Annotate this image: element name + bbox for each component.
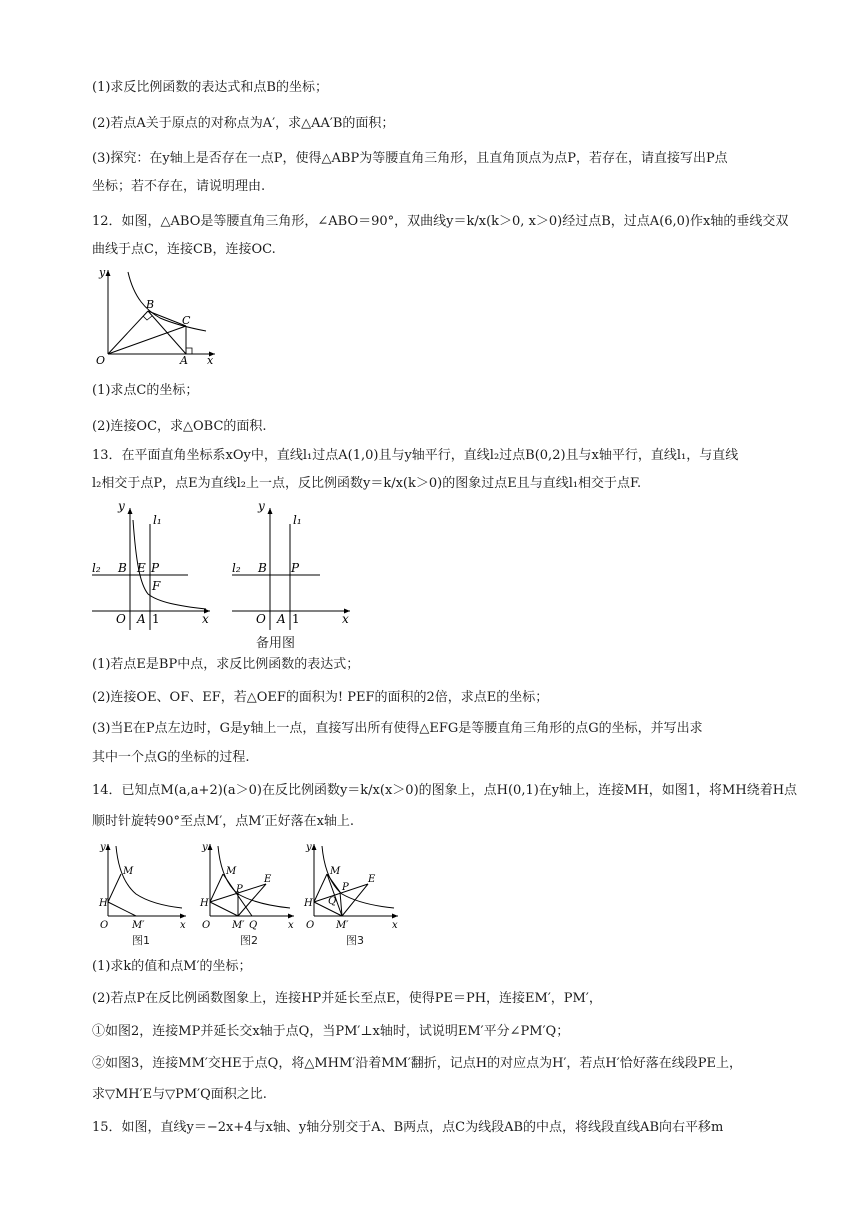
q13-stem-line1: 13．在平面直角坐标系xOy中，直线l₁过点A(1,0)且与y轴平行，直线l₂过点B(0,2)且与x轴平行，直线l₁，与直线 — [92, 448, 739, 463]
fig13-a-label: A — [137, 612, 146, 626]
q11-part1: (1)求反比例函数的表达式和点B的坐标； — [92, 80, 328, 95]
fig14-1-y-label: y — [100, 842, 106, 853]
fig14-3-p-label: P — [342, 882, 349, 893]
fig13-e-label: E — [137, 561, 146, 575]
figure-q12 — [90, 266, 220, 366]
q14-part2-case2-line2: 求▽MH′E与▽PM′Q面积之比. — [92, 1087, 267, 1102]
fig13-y-label: y — [118, 502, 125, 513]
figure-q13-main — [88, 502, 216, 632]
fig14-3-y-label: y — [306, 842, 312, 853]
fig14-3-x-label: x — [392, 920, 398, 931]
q14-stem-line1: 14．已知点M(a,a+2)(a＞0)在反比例函数y＝k/x(x＞0)的图象上，点H(0,1)在y轴上，连接MH，如图1，将MH绕着H点 — [92, 783, 798, 798]
q12-part1: (1)求点C的坐标； — [92, 383, 199, 398]
fig13-p-label: P — [151, 561, 160, 575]
fig12-x-label: x — [207, 354, 214, 366]
fig13b-one-label: 1 — [292, 612, 300, 626]
fig14-2-e-label: E — [264, 874, 272, 885]
fig14-1-caption: 图1 — [132, 934, 150, 947]
fig12-b-label: B — [146, 298, 155, 311]
fig14-1-x-label: x — [180, 920, 186, 931]
fig13b-o-label: O — [256, 612, 266, 626]
fig14-2-h-label: H — [200, 898, 209, 909]
fig14-1-m-label: M — [123, 866, 134, 877]
fig13b-y-label: y — [258, 502, 265, 513]
fig13b-b-label: B — [258, 561, 267, 575]
fig12-y-label: y — [99, 266, 106, 279]
fig13-b-label: B — [118, 561, 127, 575]
q14-stem-line2: 顺时针旋转90°至点M′，点M′正好落在x轴上. — [92, 814, 355, 829]
fig14-2-x-label: x — [288, 920, 294, 931]
fig14-1-mp-label: M′ — [132, 920, 145, 931]
fig12-a-label: A — [180, 354, 188, 366]
figure-q14-2 — [196, 840, 296, 932]
fig13b-a-label: A — [277, 612, 286, 626]
q14-part2: (2)若点P在反比例函数图象上，连接HP并延长至点E，使得PE＝PH，连接EM′，PM′， — [92, 991, 602, 1006]
q13-part3-line2: 其中一个点G的坐标的过程. — [92, 750, 250, 765]
fig14-1-h-label: H — [99, 898, 108, 909]
fig14-1-o-label: O — [100, 920, 109, 931]
figure-q14-1 — [92, 840, 188, 932]
fig13-x-label: x — [202, 612, 209, 626]
fig14-2-mp-label: M′ — [232, 920, 245, 931]
fig12-c-label: C — [182, 314, 191, 327]
q13-part1: (1)若点E是BP中点，求反比例函数的表达式； — [92, 657, 360, 672]
q15-stem-line1: 15．如图，直线y＝−2x+4与x轴、y轴分别交于A、B两点，点C为线段AB的中点，将线段直线AB向右平移m — [92, 1120, 724, 1135]
fig14-3-o-label: O — [306, 920, 315, 931]
fig13b-l1-label: l₁ — [293, 513, 302, 527]
q13-stem-line2: l₂相交于点P，点E为直线l₂上一点，反比例函数y＝k/x(k＞0)的图象过点E且与直线l₁相交于点F. — [92, 476, 642, 491]
fig14-3-mp-label: M′ — [336, 920, 349, 931]
fig14-3-caption: 图3 — [346, 934, 364, 947]
fig13-spare-caption: 备用图 — [256, 636, 296, 651]
q14-part2-case1: ①如图2，连接MP并延长交x轴于点Q，当PM′⊥x轴时，试说明EM′平分∠PM′Q； — [92, 1024, 570, 1039]
fig13b-p-label: P — [291, 561, 300, 575]
q11-part2: (2)若点A关于原点的对称点为A′，求△AA′B的面积； — [92, 116, 395, 131]
q14-part1: (1)求k的值和点M′的坐标； — [92, 959, 252, 974]
fig14-2-m-label: M — [226, 866, 237, 877]
q12-stem-line1: 12．如图，△ABO是等腰直角三角形，∠ABO＝90°，双曲线y＝k/x(k＞0, x＞0)经过点B，过点A(6,0)作x轴的垂线交双 — [92, 214, 789, 229]
fig14-2-caption: 图2 — [240, 934, 258, 947]
fig14-2-p-label: P — [236, 884, 243, 895]
figure-q14-3 — [300, 840, 400, 932]
fig13-f-label: F — [152, 579, 161, 593]
fig13-l1-label: l₁ — [153, 513, 162, 527]
figure-q13-spare — [228, 502, 356, 632]
q13-part2: (2)连接OE、OF、EF，若△OEF的面积为! PEF的面积的2倍，求点E的坐标； — [92, 690, 549, 705]
fig14-2-y-label: y — [202, 842, 208, 853]
q12-part2: (2)连接OC，求△OBC的面积. — [92, 419, 267, 434]
fig14-3-h-label: H — [304, 898, 313, 909]
fig14-3-q-label: Q — [328, 896, 337, 907]
q11-part3-line2: 坐标；若不存在，请说明理由. — [92, 179, 266, 194]
fig13b-l2-label: l₂ — [232, 561, 241, 575]
q14-part2-case2-line1: ②如图3，连接MM′交HE于点Q，将△MHM′沿着MM′翻折，记点H的对应点为H′，若点H′恰好落在线段PE上， — [92, 1056, 742, 1071]
fig13-l2-label: l₂ — [92, 561, 101, 575]
fig13-o-label: O — [116, 612, 126, 626]
fig14-3-m-label: M — [330, 866, 341, 877]
q13-part3-line1: (3)当E在P点左边时，G是y轴上一点，直接写出所有使得△EFG是等腰直角三角形的点G的坐标，并写出求 — [92, 721, 703, 736]
fig12-o-label: O — [96, 354, 106, 366]
fig14-2-o-label: O — [202, 920, 211, 931]
fig14-2-q-label: Q — [249, 920, 258, 931]
fig13b-x-label: x — [342, 612, 349, 626]
q11-part3-line1: (3)探究：在y轴上是否存在一点P，使得△ABP为等腰直角三角形，且直角顶点为点P，若存在，请直接写出P点 — [92, 151, 728, 166]
fig14-3-e-label: E — [368, 874, 376, 885]
q12-stem-line2: 曲线于点C，连接CB，连接OC. — [92, 242, 276, 257]
fig13-one-label: 1 — [152, 612, 160, 626]
